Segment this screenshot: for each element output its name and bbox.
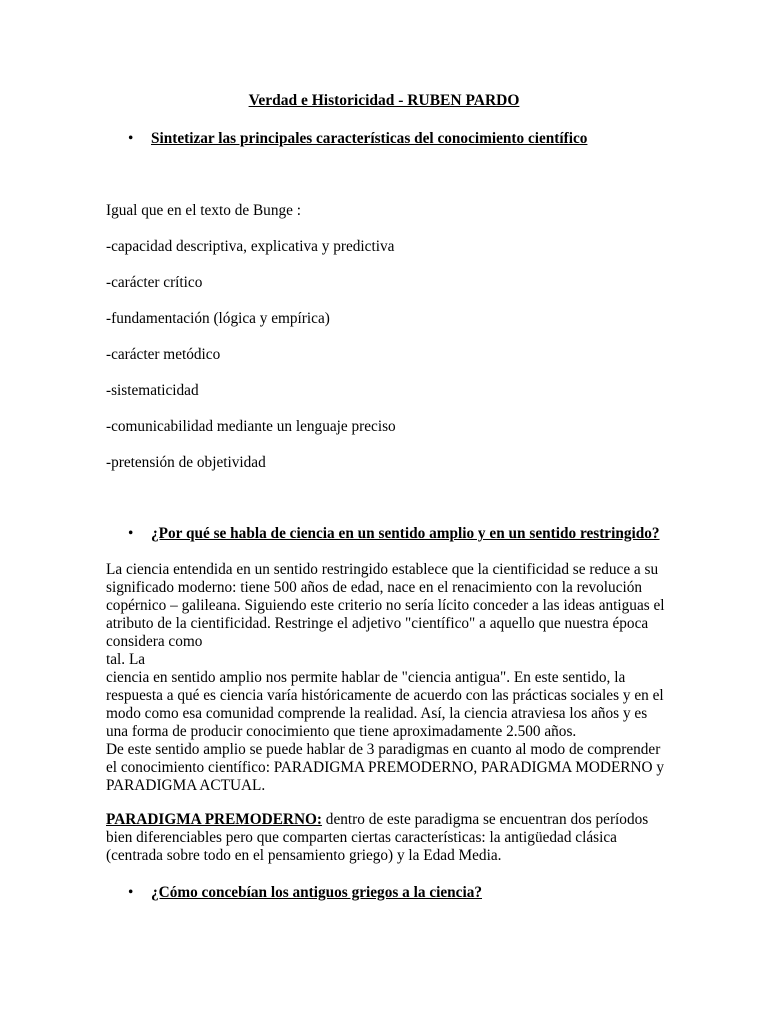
premoderno-heading: PARADIGMA PREMODERNO: (106, 811, 322, 828)
premoderno-first-line-text: dentro de este paradigma se encuentran dos períodos (321, 811, 649, 828)
split-right: La (128, 651, 146, 668)
paragraph-line: significado moderno: tiene 500 años de edad, nace en el renacimiento con la revolución (106, 579, 643, 596)
paragraph-first-line (106, 811, 662, 829)
paragraph-line: atributo de la cientificidad. Restringe el adjetivo "científico" a aquello que nuestra época (106, 615, 649, 632)
characteristic-item: -capacidad descriptiva, explicativa y predictiva (106, 238, 395, 255)
characteristic-item: -carácter crítico (106, 274, 203, 291)
paragraph-line: PARADIGMA ACTUAL. (106, 777, 266, 794)
characteristic-item: -sistematicidad (106, 382, 199, 399)
paragraph-line: ciencia en sentido amplio nos permite hablar de "ciencia antigua". En este sentido, la (106, 669, 626, 686)
bullet-icon: • (128, 130, 134, 147)
paragraph-line: respuesta a qué es ciencia varía históricamente de acuerdo con las prácticas sociales y en el (106, 687, 664, 704)
paragraph-line: el conocimiento científico: PARADIGMA PREMODERNO, PARADIGMA MODERNO y (106, 759, 665, 776)
characteristic-item: -pretensión de objetividad (106, 454, 266, 471)
bullet-icon: • (128, 884, 134, 901)
paragraph-line: una forma de producir conocimiento que tiene aproximadamente 2.500 años. (106, 723, 577, 740)
intro-text: Igual que en el texto de Bunge : (106, 202, 301, 219)
paragraph-line: modo como esa comunidad comprende la realidad. Así, la ciencia atraviesa los años y es (106, 705, 648, 722)
characteristic-item: -fundamentación (lógica y empírica) (106, 310, 330, 327)
paragraph-premoderno (106, 811, 662, 865)
document-title: Verdad e Historicidad - RUBEN PARDO (248, 92, 520, 109)
paragraph-line: De este sentido amplio se puede hablar de 3 paradigmas en cuanto al modo de comprender (106, 741, 661, 758)
bullet-icon: • (128, 525, 134, 542)
paragraph-sentido (106, 561, 665, 795)
paragraph-split-line (106, 651, 654, 669)
question-3-text: ¿Cómo concebían los antiguos griegos a la ciencia? (151, 884, 482, 901)
characteristic-item: -comunicabilidad mediante un lenguaje preciso (106, 418, 396, 435)
paragraph-line: considera como (106, 633, 203, 650)
split-left: tal. (106, 651, 126, 668)
characteristic-item: -carácter metódico (106, 346, 221, 363)
question-1 (128, 130, 587, 148)
paragraph-line: copérnico – galileana. Siguiendo este criterio no sería lícito conceder a las ideas antiguas el (106, 597, 665, 614)
question-1-text: Sintetizar las principales características del conocimiento científico (151, 130, 588, 147)
question-2 (128, 525, 660, 543)
paragraph-line: (centrada sobre todo en el pensamiento griego) y la Edad Media. (106, 847, 502, 864)
question-2-text: ¿Por qué se habla de ciencia en un sentido amplio y en un sentido restringido? (151, 525, 660, 542)
paragraph-line: La ciencia entendida en un sentido restringido establece que la cientificidad se reduce a su (106, 561, 659, 578)
paragraph-line: bien diferenciables pero que comparten ciertas características: la antigüedad clásica (106, 829, 617, 846)
question-3 (128, 884, 482, 902)
